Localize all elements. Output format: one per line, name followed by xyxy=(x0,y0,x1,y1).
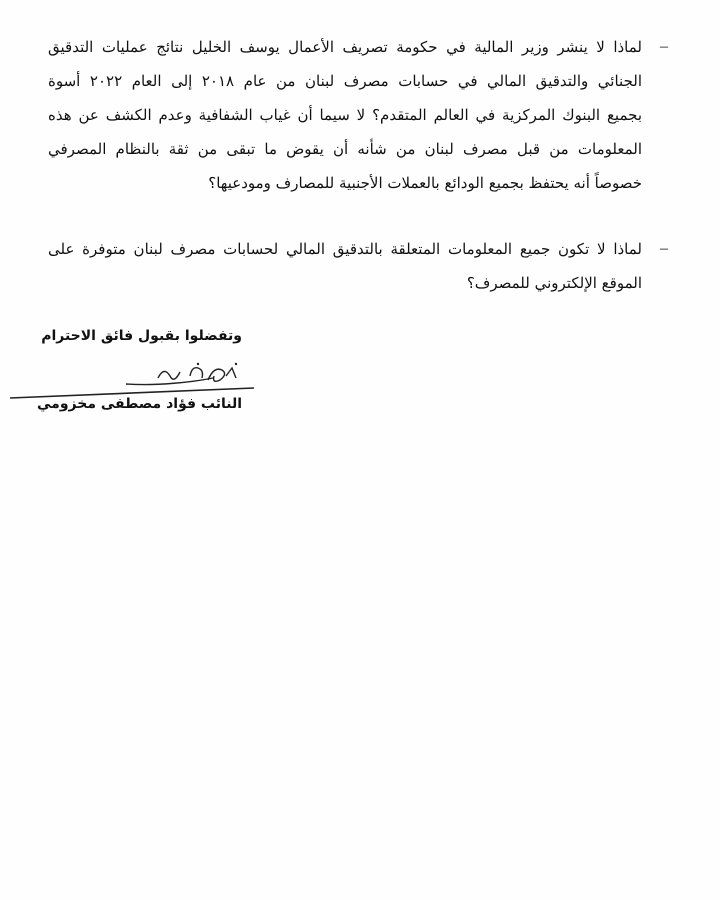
closing-salutation: وتفضلوا بقبول فائق الاحترام xyxy=(41,328,242,344)
bullet-dash: – xyxy=(660,38,668,55)
bullet-item xyxy=(48,232,668,300)
paragraph-lines xyxy=(48,232,642,300)
signer-name: النائب فؤاد مصطفى مخزومي xyxy=(37,396,242,412)
question-paragraph-1 xyxy=(48,30,668,200)
paragraph-line: الجنائي والتدقيق المالي في حسابات مصرف لبنان من عام ٢٠١٨ إلى العام ٢٠٢٢ أسوة xyxy=(48,72,642,90)
paragraph-line: لماذا لا تكون جميع المعلومات المتعلقة بالتدقيق المالي لحسابات مصرف لبنان متوفرة على xyxy=(48,240,642,258)
paragraph-line: المعلومات من قبل مصرف لبنان من شأنه أن يقوض ما تبقى من ثقة بالنظام المصرفي xyxy=(48,140,642,158)
paragraph-line: خصوصاً أنه يحتفظ بجميع الودائع بالعملات الأجنبية للمصارف ومودعيها؟ xyxy=(208,174,642,192)
paragraph-lines xyxy=(48,30,642,200)
paragraph-line: بجميع البنوك المركزية في العالم المتقدم؟ لا سيما أن غياب الشفافية وعدم الكشف عن هذه xyxy=(48,106,642,124)
paragraph-line: الموقع الإلكتروني للمصرف؟ xyxy=(466,274,642,292)
question-paragraph-2 xyxy=(48,232,668,300)
bullet-item xyxy=(48,30,668,200)
bullet-dash: – xyxy=(660,240,668,257)
paragraph-line: لماذا لا ينشر وزير المالية في حكومة تصريف الأعمال يوسف الخليل نتائج عمليات التدقيق xyxy=(48,38,642,56)
